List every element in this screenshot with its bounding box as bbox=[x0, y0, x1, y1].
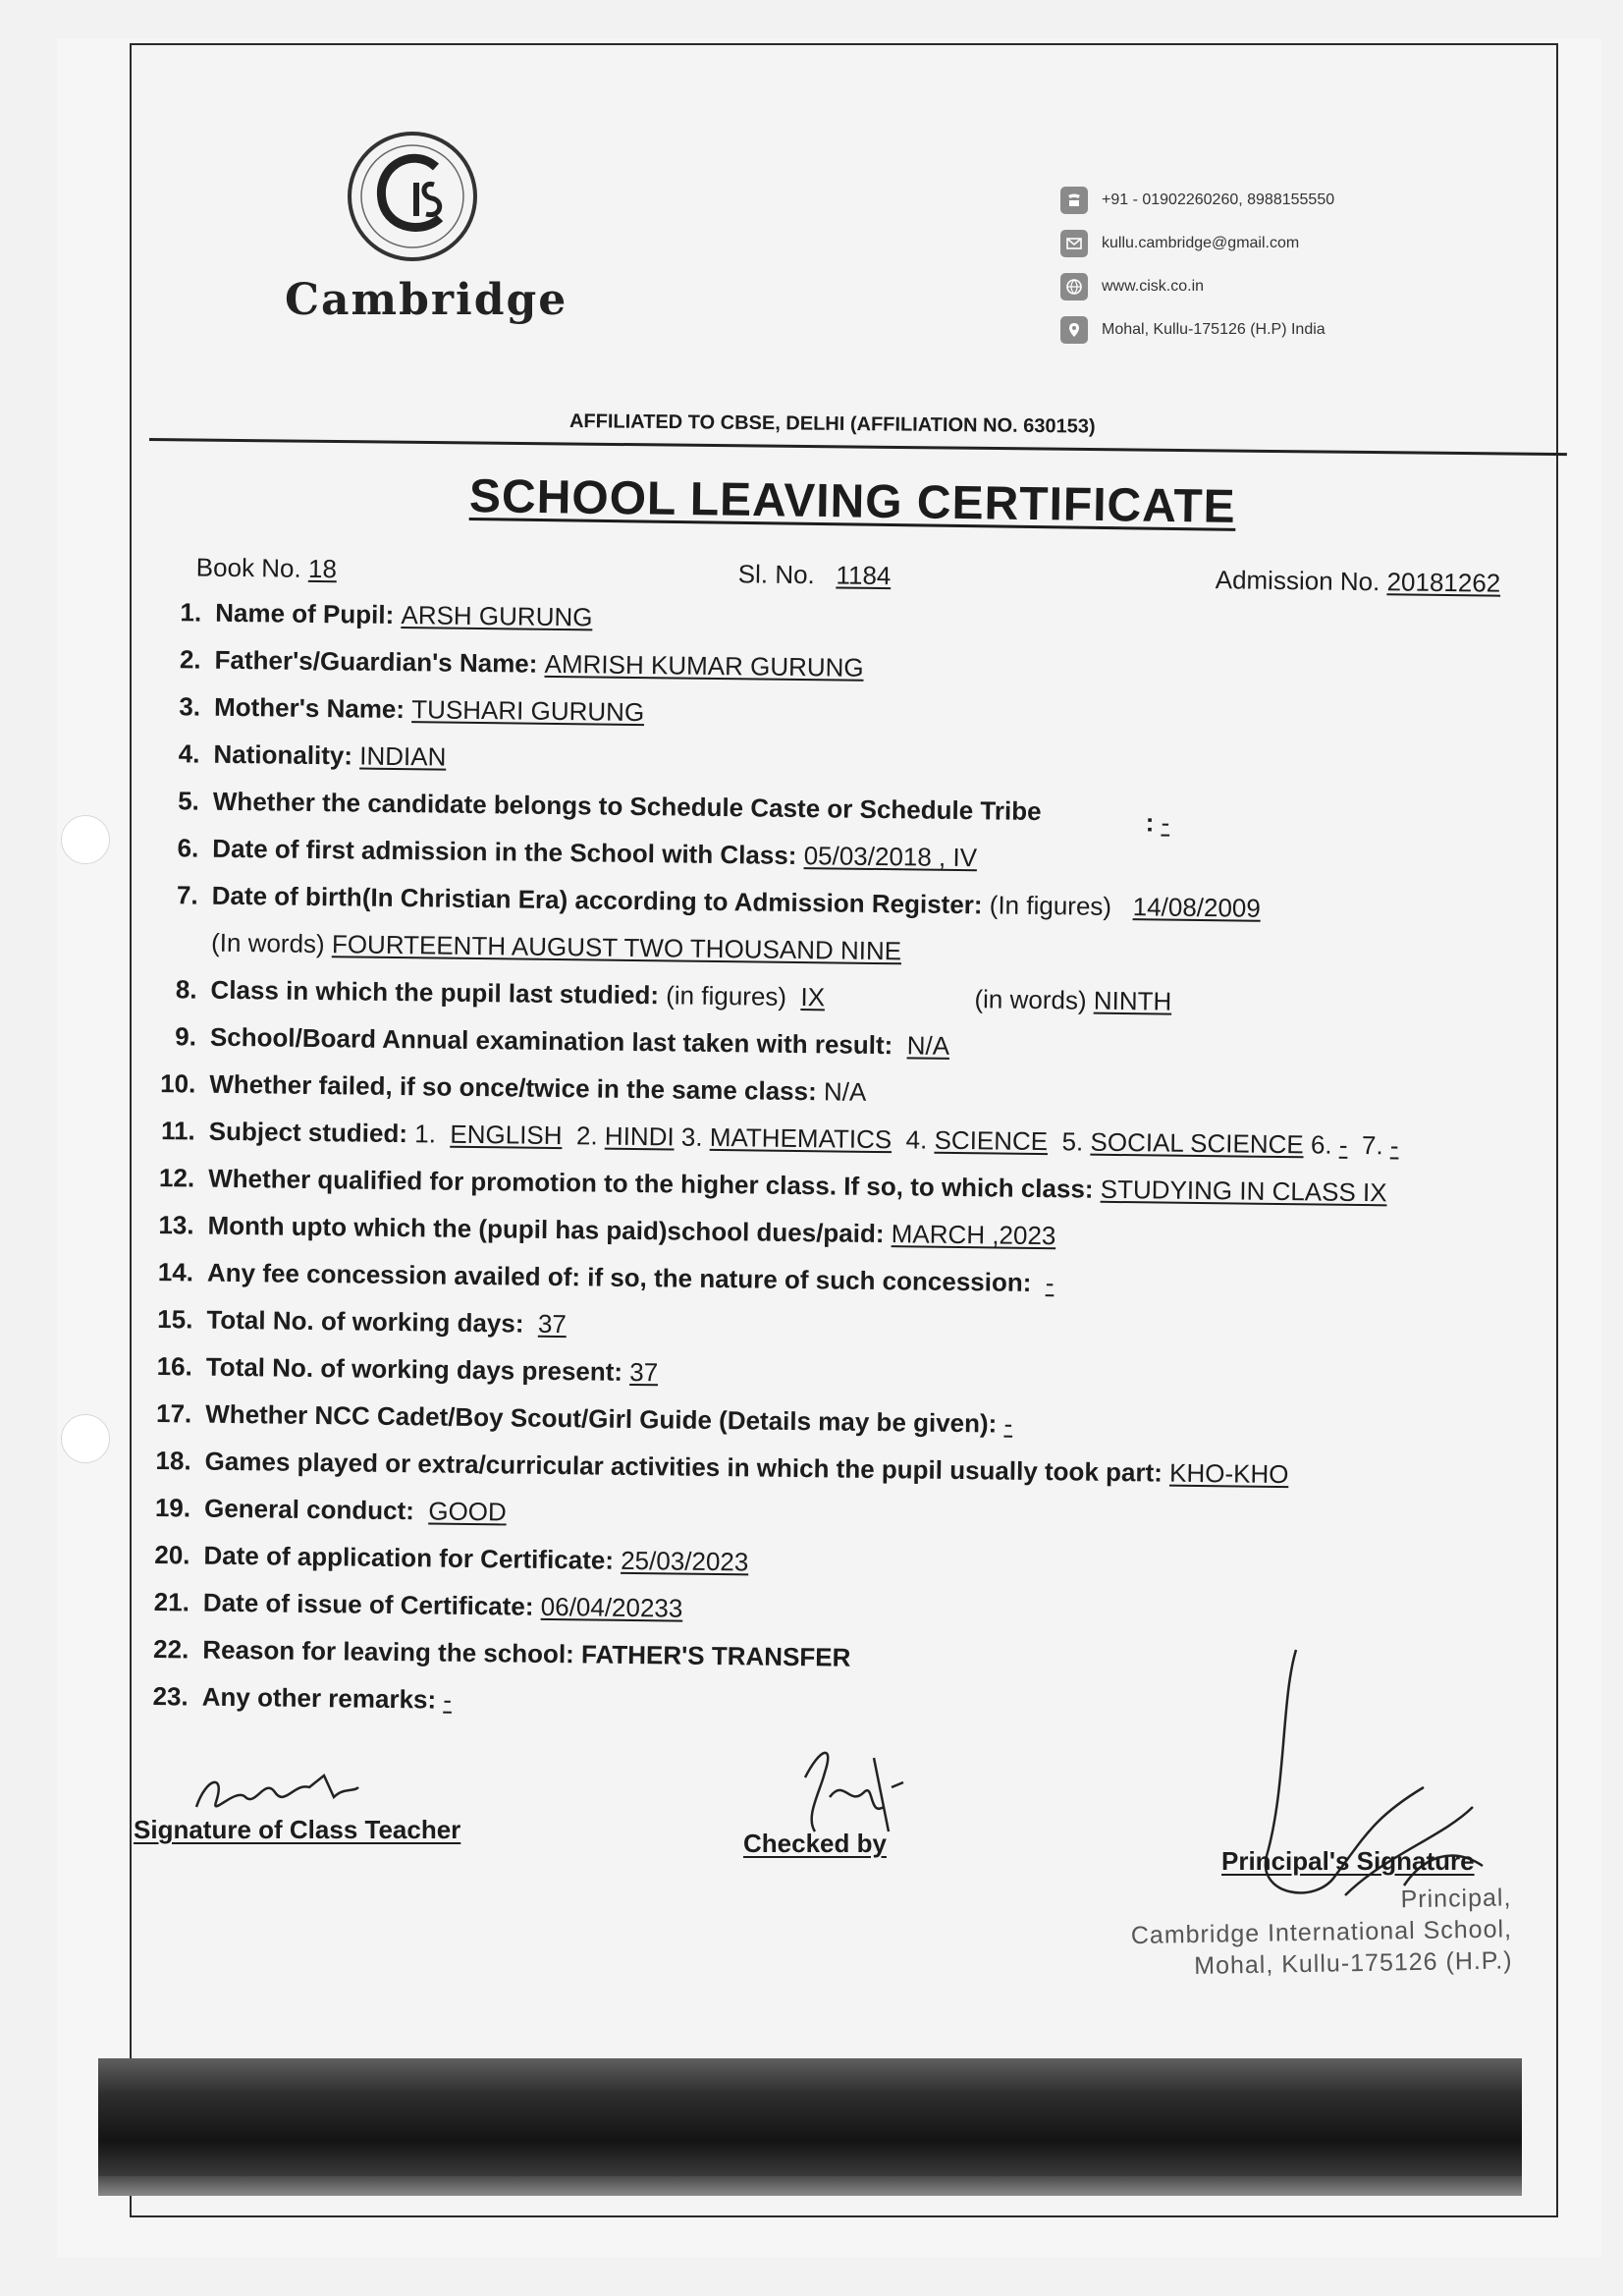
subject-7: - bbox=[1389, 1130, 1399, 1161]
subject-number: 2. bbox=[575, 1121, 598, 1151]
guardian-name: AMRISH KUMAR GURUNG bbox=[544, 648, 864, 683]
item-label: Total No. of working days: bbox=[206, 1304, 524, 1339]
contact-block bbox=[1060, 179, 1334, 352]
serial-no-value: 1184 bbox=[836, 560, 892, 591]
website-text: www.cisk.co.in bbox=[1102, 278, 1205, 295]
certificate-title: SCHOOL LEAVING CERTIFICATE bbox=[468, 470, 1236, 533]
item-number: 17. bbox=[155, 1398, 192, 1429]
serial-no-line bbox=[738, 559, 892, 591]
concession-value: - bbox=[1045, 1268, 1055, 1298]
subject-1: ENGLISH bbox=[450, 1119, 563, 1151]
principal-stamp bbox=[1099, 1882, 1513, 1983]
item-19 bbox=[145, 1493, 507, 1527]
stamp-line-3: Mohal, Kullu-175126 (H.P.) bbox=[1194, 1946, 1513, 1980]
item-label: Date of birth(In Christian Era) according to Admission Register: bbox=[211, 880, 983, 920]
subject-number: 3. bbox=[680, 1121, 703, 1152]
pupil-name: ARSH GURUNG bbox=[401, 600, 593, 632]
item-label: General conduct: bbox=[203, 1493, 415, 1526]
item-15 bbox=[147, 1304, 567, 1339]
activities-value: KHO-KHO bbox=[1168, 1457, 1289, 1490]
item-number: 22. bbox=[152, 1634, 189, 1665]
nationality-value: INDIAN bbox=[359, 740, 447, 772]
email-text: kullu.cambridge@gmail.com bbox=[1102, 235, 1300, 251]
item-number: 15. bbox=[157, 1304, 193, 1335]
words-label: (in words) bbox=[974, 984, 1087, 1015]
item-5-answer bbox=[1145, 807, 1169, 838]
item-number: 4. bbox=[178, 738, 200, 769]
contact-email bbox=[1060, 222, 1334, 265]
principal-signature-label: Principal's Signature bbox=[1221, 1846, 1475, 1876]
failed-value: N/A bbox=[823, 1076, 867, 1107]
item-4 bbox=[154, 738, 446, 773]
remarks-value: - bbox=[443, 1684, 453, 1715]
mail-icon bbox=[1060, 230, 1088, 257]
item-number: 11. bbox=[160, 1116, 195, 1146]
item-number: 7. bbox=[176, 880, 198, 910]
contact-address bbox=[1060, 308, 1334, 352]
item-label: Father's/Guardian's Name: bbox=[214, 644, 538, 679]
class-words: NINTH bbox=[1093, 985, 1172, 1016]
item-separator: : bbox=[1145, 807, 1155, 838]
item-label: Reason for leaving the school: bbox=[202, 1634, 574, 1669]
subject-6: - bbox=[1338, 1129, 1348, 1160]
item-label: Mother's Name: bbox=[213, 691, 406, 725]
item-label: Whether NCC Cadet/Boy Scout/Girl Guide (Details may be given): bbox=[205, 1398, 998, 1439]
item-number: 5. bbox=[178, 786, 200, 816]
item-number: 20. bbox=[154, 1540, 190, 1570]
mother-name: TUSHARI GURUNG bbox=[411, 694, 645, 728]
book-no-line bbox=[196, 552, 337, 584]
item-label: Subject studied: bbox=[208, 1116, 408, 1149]
subject-3: MATHEMATICS bbox=[709, 1121, 893, 1155]
item-label: Month upto which the (pupil has paid)school dues/paid: bbox=[207, 1210, 885, 1249]
item-number: 16. bbox=[156, 1351, 193, 1382]
subject-number: 5. bbox=[1061, 1126, 1084, 1157]
item-number: 3. bbox=[179, 691, 201, 722]
punch-hole-top bbox=[61, 815, 110, 864]
dob-words: FOURTEENTH AUGUST TWO THOUSAND NINE bbox=[331, 929, 902, 966]
figures-label: (In figures) bbox=[989, 890, 1112, 921]
application-date-value: 25/03/2023 bbox=[621, 1545, 749, 1577]
item-number: 2. bbox=[179, 644, 201, 675]
item-number: 14. bbox=[157, 1257, 194, 1287]
item-number: 18. bbox=[155, 1446, 191, 1476]
scan-band-edge bbox=[98, 2176, 1522, 2196]
item-3 bbox=[155, 691, 644, 728]
contact-phone bbox=[1060, 179, 1334, 222]
contact-website bbox=[1060, 265, 1334, 308]
item-label: Any other remarks: bbox=[201, 1681, 437, 1715]
item-number: 1. bbox=[180, 597, 202, 628]
scan-dark-band bbox=[98, 2058, 1522, 2176]
item-number: 9. bbox=[175, 1021, 197, 1052]
item-label: Class in which the pupil last studied: bbox=[210, 974, 660, 1011]
item-label: Total No. of working days present: bbox=[205, 1351, 623, 1387]
subject-number: 6. bbox=[1310, 1129, 1332, 1160]
item-number: 21. bbox=[153, 1587, 190, 1617]
item-label: Date of issue of Certificate: bbox=[202, 1587, 534, 1621]
address-text: Mohal, Kullu-175126 (H.P) India bbox=[1102, 321, 1325, 338]
subject-4: SCIENCE bbox=[934, 1124, 1049, 1157]
globe-icon bbox=[1060, 273, 1088, 301]
item-number: 23. bbox=[152, 1681, 189, 1712]
working-days-value: 37 bbox=[537, 1308, 568, 1339]
ncc-value: - bbox=[1003, 1408, 1013, 1439]
subject-number: 1. bbox=[414, 1119, 437, 1149]
logo-wordmark: Cambridge bbox=[285, 275, 568, 325]
dues-value: MARCH ,2023 bbox=[891, 1219, 1056, 1251]
punch-hole-bottom bbox=[61, 1414, 110, 1463]
item-number: 12. bbox=[158, 1163, 195, 1193]
admission-no-label: Admission No. bbox=[1215, 565, 1380, 597]
item-number: 10. bbox=[160, 1068, 196, 1099]
first-admission-value: 05/03/2018 , IV bbox=[803, 841, 978, 873]
book-no-value: 18 bbox=[307, 553, 338, 584]
item-label: School/Board Annual examination last taken with result: bbox=[209, 1021, 893, 1061]
item-number: 13. bbox=[158, 1210, 194, 1240]
exam-result-value: N/A bbox=[906, 1030, 950, 1061]
item-8-words bbox=[974, 984, 1171, 1016]
stamp-line-2: Cambridge International School, bbox=[1130, 1915, 1513, 1950]
figures-label: (in figures) bbox=[666, 980, 787, 1011]
item-label: Date of application for Certificate: bbox=[203, 1540, 615, 1575]
item-number: 19. bbox=[154, 1493, 191, 1523]
school-logo bbox=[285, 128, 568, 344]
item-number: 8. bbox=[175, 974, 197, 1005]
days-present-value: 37 bbox=[629, 1356, 659, 1388]
item-label: Games played or extra/curricular activities in which the pupil usually took part: bbox=[204, 1446, 1163, 1488]
school-emblem-icon bbox=[344, 128, 481, 265]
item-1 bbox=[156, 597, 593, 632]
issue-date-value: 06/04/20233 bbox=[540, 1591, 683, 1623]
item-label: Any fee concession availed of: if so, the nature of such concession: bbox=[206, 1257, 1032, 1297]
item-number: 6. bbox=[177, 833, 199, 863]
item-label: Whether qualified for promotion to the higher class. If so, to which class: bbox=[208, 1163, 1094, 1204]
subject-5: SOCIAL SCIENCE bbox=[1090, 1126, 1304, 1160]
phone-text: +91 - 01902260260, 8988155550 bbox=[1102, 191, 1335, 208]
conduct-value: GOOD bbox=[428, 1496, 507, 1527]
item-label: Whether failed, if so once/twice in the same class: bbox=[209, 1068, 817, 1107]
book-no-label: Book No. bbox=[195, 552, 301, 583]
location-pin-icon bbox=[1060, 316, 1088, 344]
subject-number: 4. bbox=[905, 1124, 928, 1155]
admission-no-line bbox=[1216, 565, 1501, 599]
class-figures: IX bbox=[800, 982, 826, 1012]
phone-icon bbox=[1060, 187, 1088, 214]
item-label: Name of Pupil: bbox=[215, 597, 395, 629]
dob-figures: 14/08/2009 bbox=[1132, 892, 1262, 923]
item-16 bbox=[147, 1351, 659, 1388]
class-teacher-signature-label: Signature of Class Teacher bbox=[134, 1815, 461, 1844]
subject-number: 7. bbox=[1361, 1130, 1383, 1161]
serial-no-label: Sl. No. bbox=[737, 559, 815, 590]
item-label: Date of first admission in the School with Class: bbox=[212, 833, 797, 870]
promotion-value: STUDYING IN CLASS IX bbox=[1100, 1174, 1387, 1208]
admission-no-value: 20181262 bbox=[1386, 567, 1501, 598]
affiliation-line: AFFILIATED TO CBSE, DELHI (AFFILIATION NO. 630153) bbox=[568, 410, 1096, 438]
leaving-reason-value: FATHER'S TRANSFER bbox=[580, 1639, 851, 1672]
stamp-line-1: Principal, bbox=[1400, 1884, 1512, 1914]
checked-by-label: Checked by bbox=[743, 1829, 887, 1858]
item-label: Whether the candidate belongs to Schedule Caste or Schedule Tribe bbox=[212, 786, 1042, 827]
item-label: Nationality: bbox=[213, 738, 353, 771]
item-23 bbox=[143, 1681, 453, 1716]
words-label: (In words) bbox=[210, 927, 325, 959]
caste-value: - bbox=[1161, 807, 1170, 838]
subject-2: HINDI bbox=[604, 1121, 675, 1152]
